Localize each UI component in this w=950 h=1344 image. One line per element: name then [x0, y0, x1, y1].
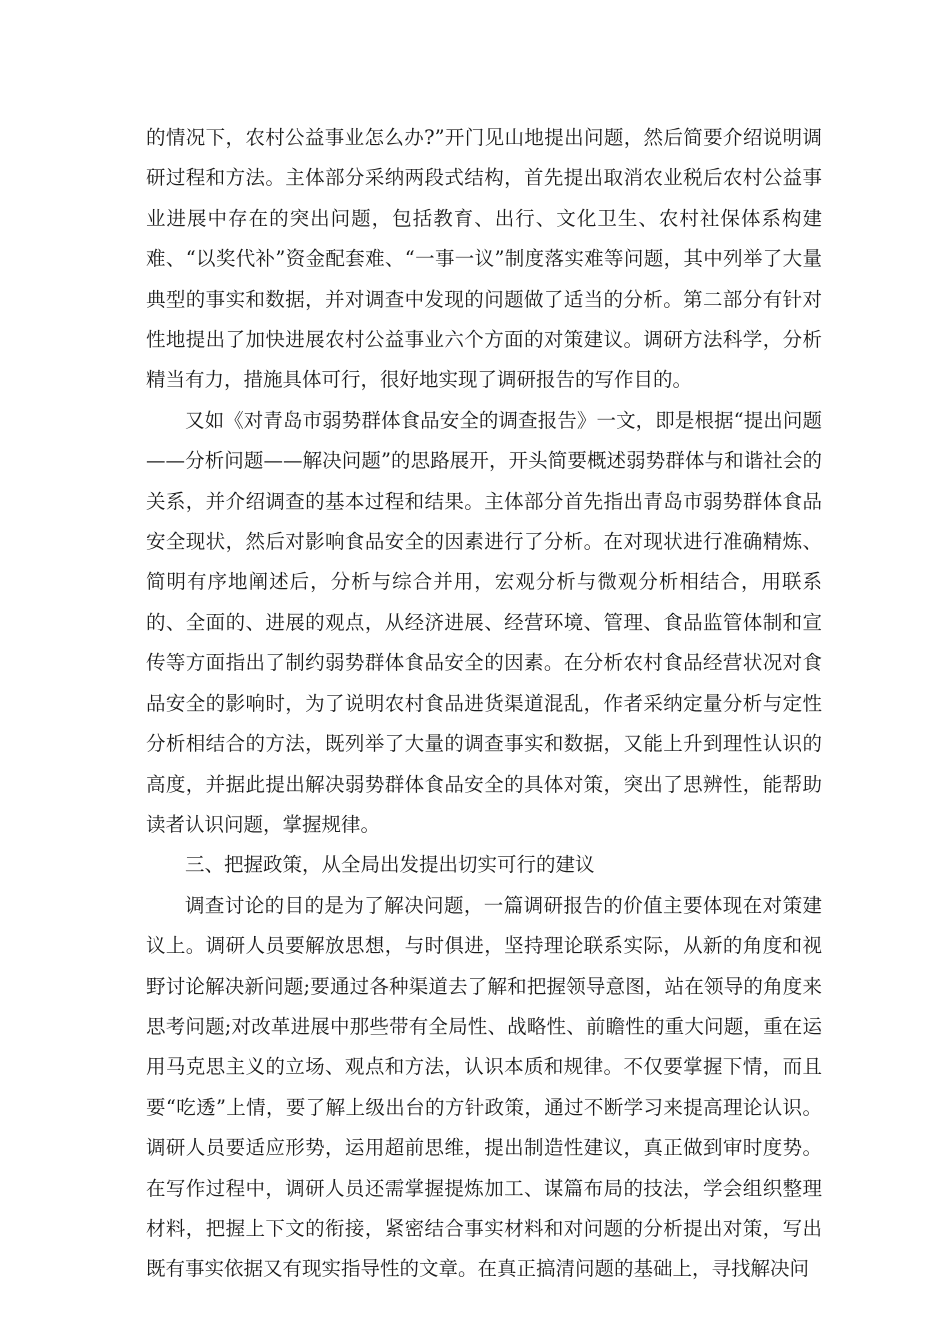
paragraph-policy-suggestions: 调查讨论的目的是为了解决问题，一篇调研报告的价值主要体现在对策建议上。调研人员要解放思想，与时俱进，坚持理论联系实际，从新的角度和视野讨论解决新问题;要通过各种渠道去了解和把握领导意图，站在领导的角度来思考问题;对改革进展中那些带有全局性、战略性、前瞻性的重大问题，重在运用马克思主义的立场、观点和方法，认识本质和规律。不仅要掌握下情，而且要“吃透”上情，要了解上级出台的方针政策，通过不断学习来提高理论认识。调研人员要适应形势，运用超前思维，提出制造性建议，真正做到审时度势。在写作过程中，调研人员还需掌握提炼加工、谋篇布局的技法，学会组织整理材料，把握上下文的衔接，紧密结合事实材料和对问题的分析提出对策，写出既有事实依据又有现实指导性的文章。在真正搞清问题的基础上，寻找解决问	[146, 893, 822, 1281]
document-body	[146, 118, 822, 1290]
section-heading-policy: 三、把握政策，从全局出发提出切实可行的建议	[185, 853, 595, 877]
paragraph-rural-public-welfare: 的情况下，农村公益事业怎么办?”开门见山地提出问题，然后简要介绍说明调研过程和方法。主体部分采纳两段式结构，首先提出取消农业税后农村公益事业进展中存在的突出问题，包括教育、出行、文化卫生、农村社保体系构建难、“以奖代补”资金配套难、“一事一议”制度落实难等问题，其中列举了大量典型的事实和数据，并对调查中发现的问题做了适当的分析。第二部分有针对性地提出了加快进展农村公益事业六个方面的对策建议。调研方法科学，分析精当有力，措施具体可行，很好地实现了调研报告的写作目的。	[146, 126, 822, 392]
paragraph-qingdao-food-safety: 又如《对青岛市弱势群体食品安全的调查报告》一文，即是根据“提出问题——分析问题——解决问题”的思路展开，开头简要概述弱势群体与和谐社会的关系，并介绍调查的基本过程和结果。主体部分首先指出青岛市弱势群体食品安全现状，然后对影响食品安全的因素进行了分析。在对现状进行准确精炼、简明有序地阐述后，分析与综合并用，宏观分析与微观分析相结合，用联系的、全面的、进展的观点，从经济进展、经营环境、管理、食品监管体制和宣传等方面指出了制约弱势群体食品安全的因素。在分析农村食品经营状况对食品安全的影响时，为了说明农村食品进货渠道混乱，作者采纳定量分析与定性分析相结合的方法，既列举了大量的调查事实和数据，又能上升到理性认识的高度，并据此提出解决弱势群体食品安全的具体对策，突出了思辨性，能帮助读者认识问题，掌握规律。	[146, 408, 822, 836]
